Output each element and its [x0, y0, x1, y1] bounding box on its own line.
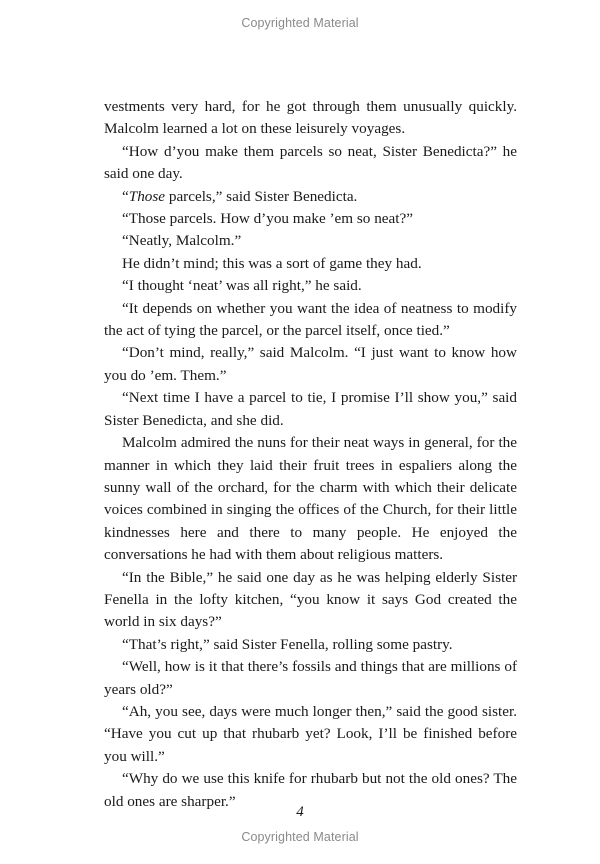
paragraph: “Why do we use this knife for rhubarb but not the old ones? The old ones are sharper.” [104, 770, 517, 810]
paragraph: Malcolm admired the nuns for their neat ways in general, for the manner in which they laid their fruit trees in espaliers along the sunny wall of the orchard, for the charm with which their delicate voices combined in singing the offices of the Church, for their little kindnesses here and there to many people. He enjoyed the conversations he had with them about religious matters. [104, 434, 517, 564]
paragraph [104, 186, 517, 208]
paragraph: “It depends on whether you want the idea of neatness to modify the act of tying the parcel, or the parcel itself, once tied.” [104, 299, 517, 340]
paragraph: “That’s right,” said Sister Fenella, rolling some pastry. [122, 635, 453, 653]
paragraph: “In the Bible,” he said one day as he was helping elderly Sister Fenella in the lofty kitchen, “you know it says God created the world in six days?” [104, 568, 517, 631]
paragraph: “Neatly, Malcolm.” [122, 232, 242, 250]
paragraph-rest: parcels,” said Sister Benedicta. [165, 187, 358, 205]
paragraph: He didn’t mind; this was a sort of game they had. [122, 254, 422, 272]
copyright-watermark-bottom: Copyrighted Material [241, 830, 359, 844]
copyright-watermark-top: Copyrighted Material [241, 16, 359, 30]
paragraph: vestments very hard, for he got through them unusually quickly. Malcolm learned a lot on these leisurely voyages. [104, 98, 517, 138]
paragraph: “I thought ‘neat’ was all right,” he said. [122, 277, 362, 295]
paragraph: “Next time I have a parcel to tie, I promise I’ll show you,” said Sister Benedicta, and she did. [104, 389, 517, 429]
paragraph: “Don’t mind, really,” said Malcolm. “I just want to know how you do ’em. Them.” [104, 344, 517, 384]
emphasized-word: Those [128, 187, 166, 205]
paragraph: “Those parcels. How d’you make ’em so neat?” [122, 210, 413, 228]
paragraph: “Well, how is it that there’s fossils and things that are millions of years old?” [104, 658, 517, 698]
book-page-text [104, 96, 517, 813]
page-number: 4 [296, 804, 304, 820]
paragraph: “How d’you make them parcels so neat, Sister Benedicta?” he said one day. [104, 142, 517, 183]
paragraph: “Ah, you see, days were much longer then,” said the good sister. “Have you cut up that rhubarb yet? Look, I’ll be finished before you will.” [104, 702, 517, 765]
paragraph-lead-quote: “ [122, 187, 129, 205]
